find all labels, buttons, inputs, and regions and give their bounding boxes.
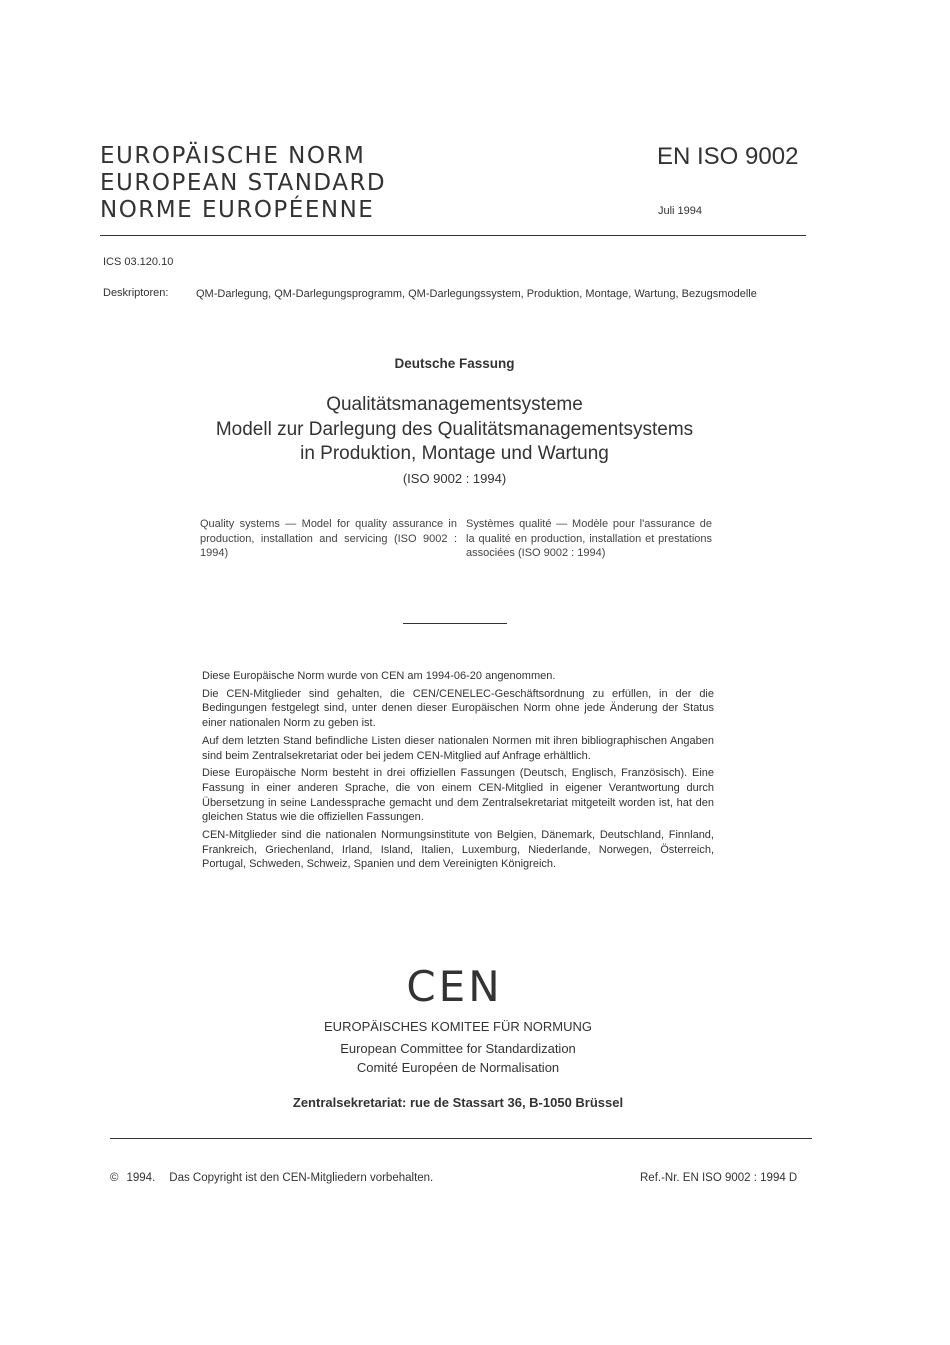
body-paragraph-members: CEN-Mitglieder sind die nationalen Normungsinstitute von Belgien, Dänemark, Deutschland, Finnland, Frankreich, Griechenland, Irland, Island, Italien, Luxemburg, Niederlande, Norwegen, Österreich, Portugal, Schweden, Schweiz, Spanien und dem Vereinigten Königreich.	[202, 829, 714, 871]
copyright-notice	[110, 1172, 433, 1184]
document-title	[0, 393, 909, 467]
cen-name-en: European Committee for Standardization	[340, 1041, 576, 1056]
document-title-line-1: Qualitätsmanagementsysteme	[326, 394, 583, 415]
document-title-line-3: in Produktion, Montage und Wartung	[300, 443, 609, 464]
copyright-text: Das Copyright ist den CEN-Mitgliedern vorbehalten.	[169, 1172, 434, 1184]
header-divider	[100, 235, 806, 236]
cen-name-de: EUROPÄISCHES KOMITEE FÜR NORMUNG	[324, 1019, 592, 1034]
standard-title-de: EUROPÄISCHE NORM	[100, 143, 366, 169]
standard-title-fr: NORME EUROPÉENNE	[100, 197, 375, 223]
section-divider	[403, 623, 507, 624]
body-paragraph-lists: Auf dem letzten Stand befindliche Listen dieser nationalen Normen mit ihren bibliographischen Angaben sind beim Zentralsekretariat oder bei jedem CEN-Mitglied auf Anfrage erhältlich.	[202, 734, 714, 762]
title-french: Systèmes qualité — Modèle pour l'assurance de la qualité en production, installation et prestations associées (ISO 9002 : 1994)	[466, 518, 712, 559]
copyright-year: 1994.	[126, 1172, 156, 1184]
standard-title-block	[100, 143, 386, 224]
secretariat-address: Zentralsekretariat: rue de Stassart 36, B-1050 Brüssel	[292, 1095, 624, 1110]
publication-date: Juli 1994	[658, 205, 703, 217]
body-paragraph-regulations: Die CEN-Mitglieder sind gehalten, die CEN/CENELEC-Geschäftsordnung zu erfüllen, in der die Bedingungen festgelegt sind, unter denen dieser Europäischen Norm ohne jede Änderung der Status einer nationalen Norm zu geben ist.	[202, 687, 714, 730]
footer-divider	[110, 1138, 812, 1139]
iso-reference: (ISO 9002 : 1994)	[402, 471, 507, 486]
standard-title-en: EUROPEAN STANDARD	[100, 170, 387, 196]
reference-number: Ref.-Nr. EN ISO 9002 : 1994 D	[640, 1172, 798, 1184]
cen-name-fr: Comité Européen de Normalisation	[356, 1060, 560, 1075]
cen-logo: CEN	[406, 962, 503, 1011]
body-paragraph-versions: Diese Europäische Norm besteht in drei offiziellen Fassungen (Deutsch, Englisch, Französisch). Eine Fassung in einer anderen Sprache, die von einem CEN-Mitglied in eigener Verantwortung durch Übersetzung in seine Landessprache gemacht und dem Zentralsekretariat mitgeteilt worden ist, hat den gleichen Status wie die offiziellen Fassungen.	[202, 767, 714, 824]
descriptors-label: Deskriptoren:	[103, 287, 169, 299]
document-title-line-2: Modell zur Darlegung des Qualitätsmanagementsystems	[215, 418, 694, 440]
body-paragraph-adoption: Diese Europäische Norm wurde von CEN am 1994-06-20 angenommen.	[202, 670, 556, 682]
body-text	[202, 669, 714, 875]
version-label: Deutsche Fassung	[394, 356, 515, 371]
descriptors-text: QM-Darlegung, QM-Darlegungsprogramm, QM-Darlegungssystem, Produktion, Montage, Wartung, Bezugsmodelle	[196, 288, 757, 300]
copyright-icon: ©	[110, 1172, 119, 1184]
ics-code: ICS 03.120.10	[103, 256, 174, 268]
title-english: Quality systems — Model for quality assurance in production, installation and servicing (ISO 9002 : 1994)	[200, 518, 457, 559]
standard-number: EN ISO 9002	[657, 143, 799, 170]
